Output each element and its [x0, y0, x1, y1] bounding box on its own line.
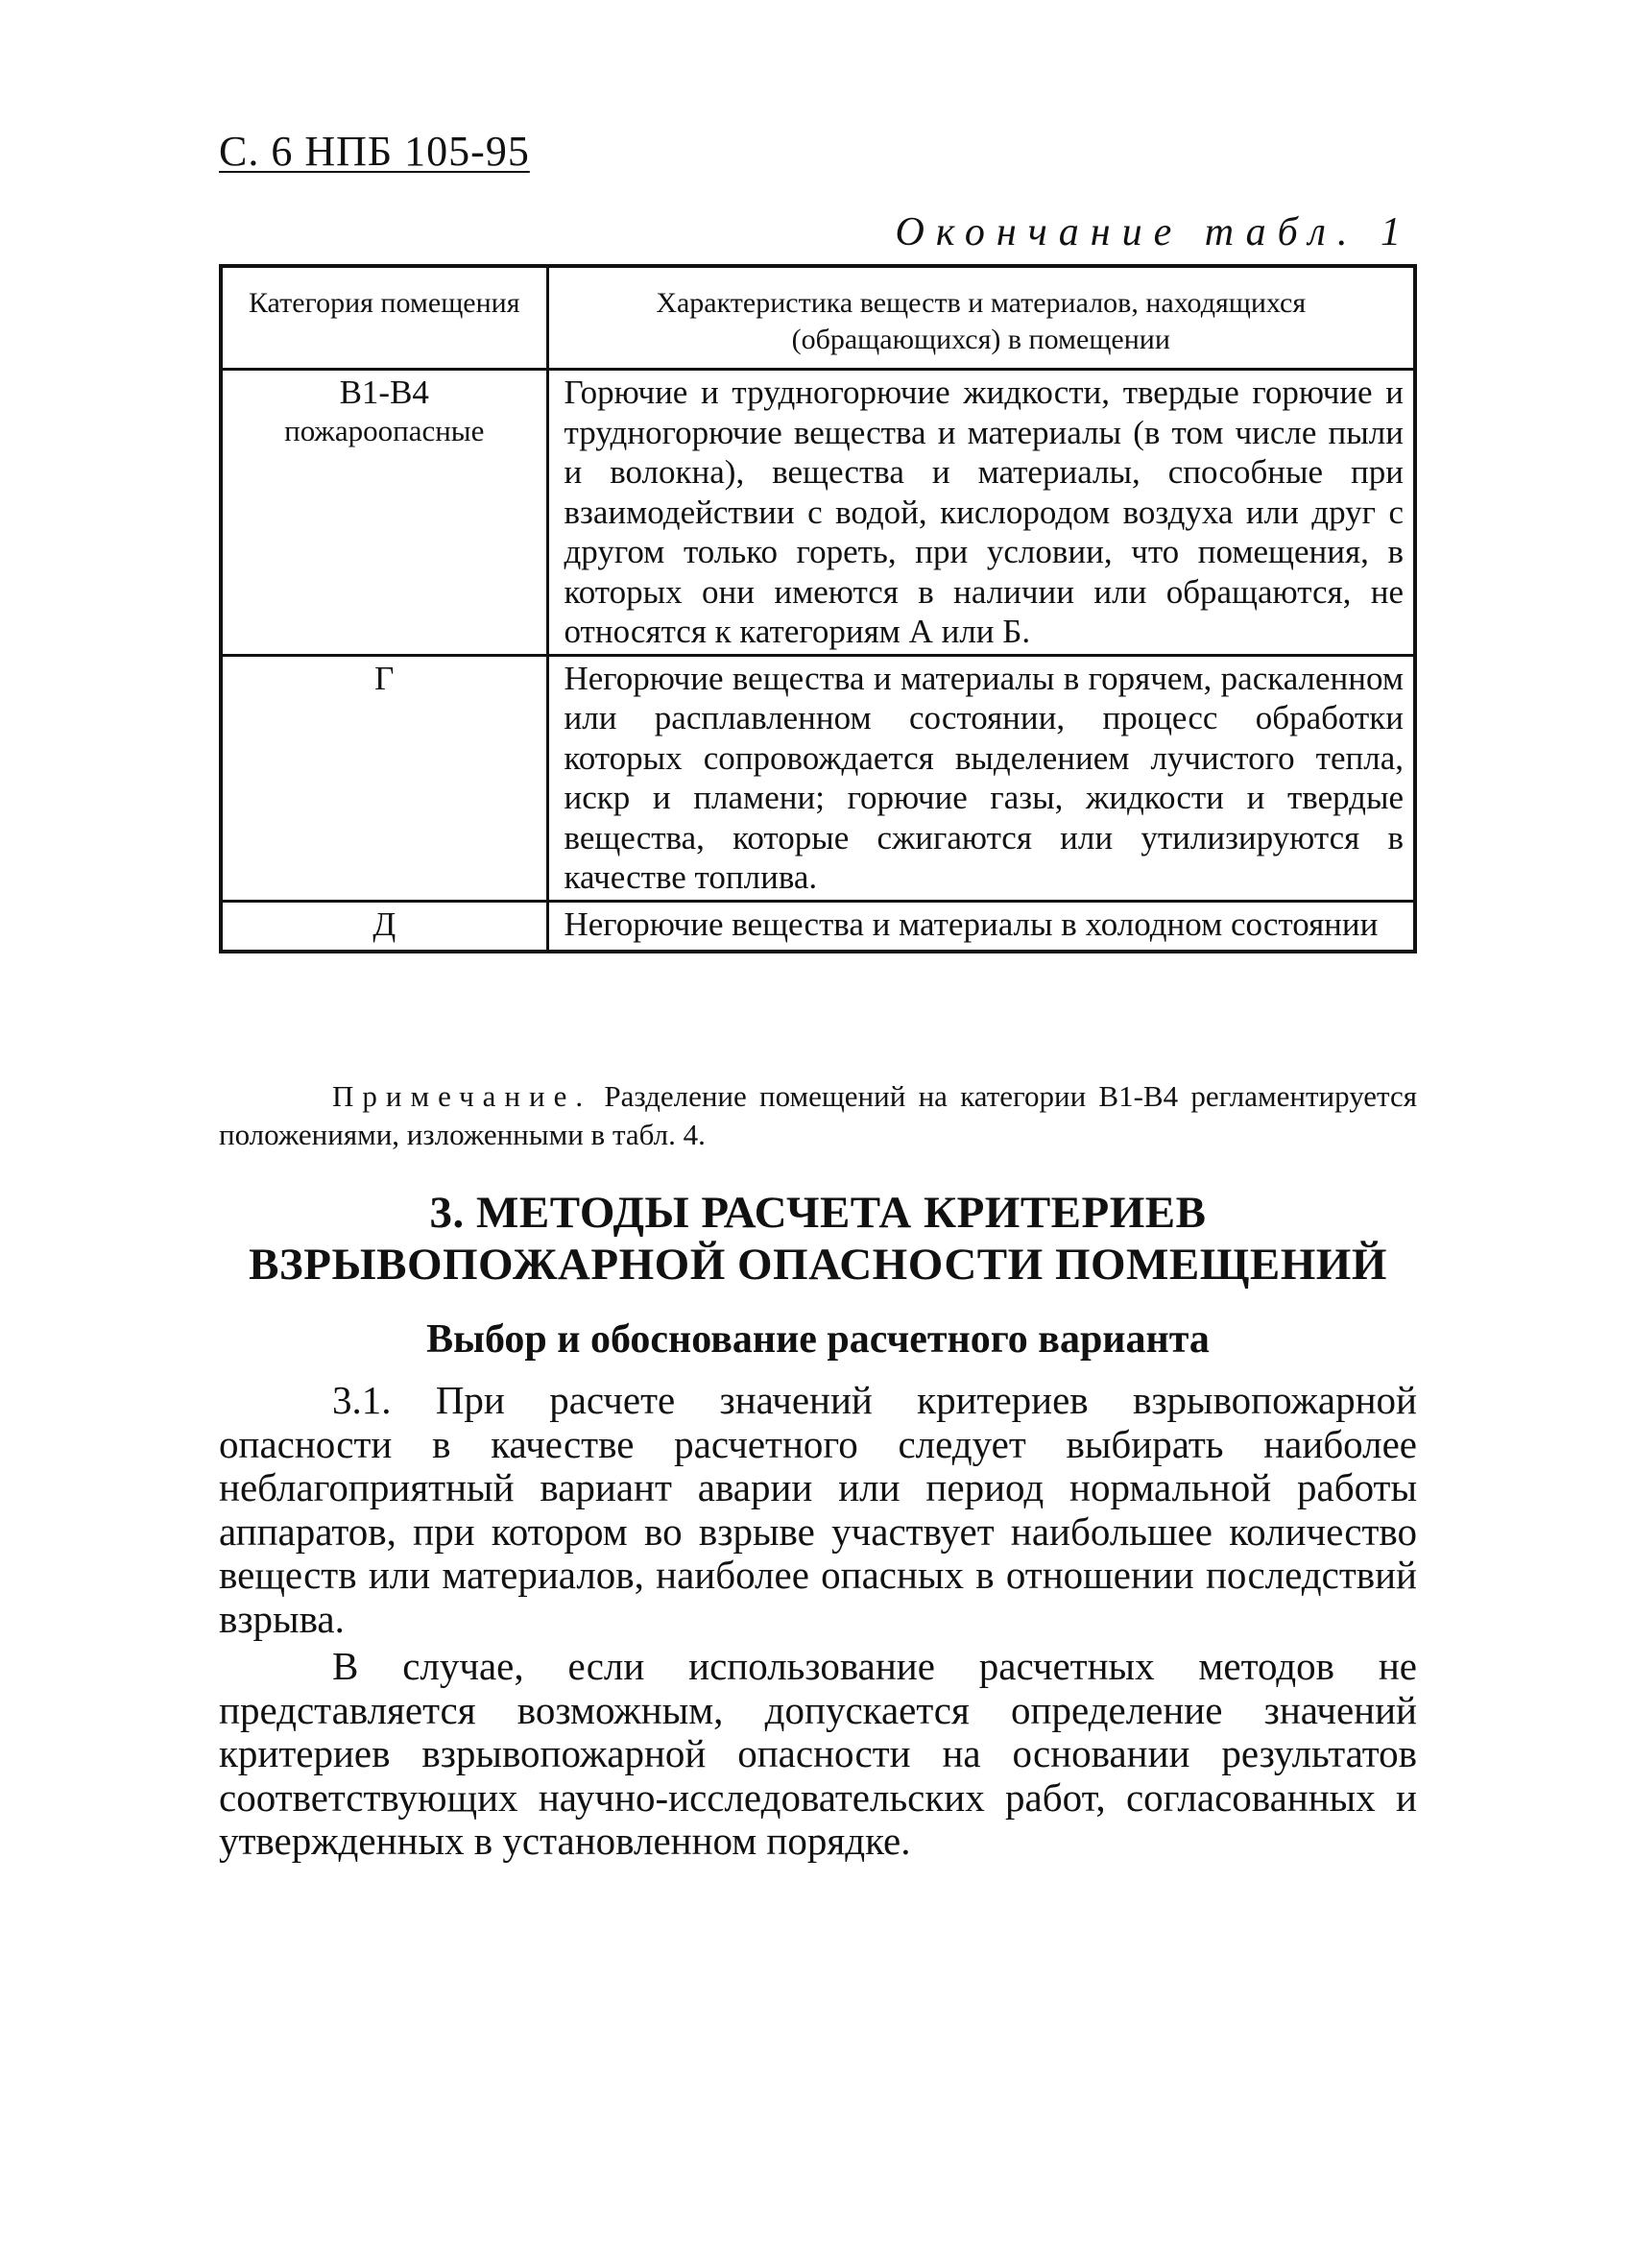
table-row	[221, 901, 1415, 952]
paragraph: В случае, если использование расчетных методов не представляется возможным, допускается определение значений критериев взрывопожарной опасности на основании результатов соответствующих научно-исследовательских работ, согласованных и утвержденных в установленном порядке.	[219, 1644, 1417, 1863]
table-header-row	[221, 266, 1415, 370]
category-cell	[221, 655, 547, 901]
category-cell	[221, 370, 547, 656]
section-title	[219, 1187, 1417, 1291]
category-subtitle: пожароопасные	[284, 413, 485, 447]
table-caption: Окончание табл. 1	[895, 210, 1412, 254]
table-note	[219, 1077, 1417, 1154]
section-body	[219, 1379, 1417, 1864]
category-cell	[221, 901, 547, 952]
section-title-line-1: 3. МЕТОДЫ РАСЧЕТА КРИТЕРИЕВ	[429, 1188, 1207, 1238]
column-header-category: Категория помещения	[221, 266, 547, 370]
category-code: Д	[372, 905, 396, 943]
subsection-title: Выбор и обоснование расчетного варианта	[426, 1317, 1210, 1362]
category-table	[219, 264, 1417, 953]
column-header-description: Характеристика веществ и материалов, находящихся (обращающихся) в помещении	[547, 266, 1415, 370]
page-header: С. 6 НПБ 105-95	[219, 128, 530, 175]
table-row	[221, 655, 1415, 901]
category-table-wrapper	[219, 264, 1417, 953]
description-cell: Горючие и трудногорючие жидкости, твердые горючие и трудногорючие вещества и материалы (в том числе пыли и волокна), вещества и материалы, способные при взаимодействии с водой, кислородом воздуха или друг с другом только гореть, при условии, что помещения, в которых они имеются в наличии или обращаются, не относятся к категориям А или Б.	[547, 370, 1415, 656]
note-label: Примечание.	[332, 1079, 592, 1113]
paragraph: 3.1. При расчете значений критериев взрывопожарной опасности в качестве расчетного следует выбирать наиболее неблагоприятный вариант аварии или период нормальной работы аппаратов, при котором во взрыве участвует наибольшее количество веществ или материалов, наиболее опасных в отношении последствий взрыва.	[219, 1378, 1417, 1641]
description-cell: Негорючие вещества и материалы в горячем, раскаленном или расплавленном состоянии, процесс обработки которых сопровождается выделением лучистого тепла, искр и пламени; горючие газы, жидкости и твердые вещества, которые сжигаются или утилизируются в качестве топлива.	[547, 655, 1415, 901]
table-row	[221, 370, 1415, 656]
note-text: Разделение помещений на категории В1-В4 регламентируется положениями, изложенными в табл. 4.	[219, 1079, 1417, 1151]
category-code: В1-В4	[339, 374, 429, 411]
description-cell: Негорючие вещества и материалы в холодном состоянии	[547, 901, 1415, 952]
section-title-line-2: ВЗРЫВОПОЖАРНОЙ ОПАСНОСТИ ПОМЕЩЕНИЙ	[249, 1240, 1387, 1290]
category-code: Г	[374, 659, 395, 697]
